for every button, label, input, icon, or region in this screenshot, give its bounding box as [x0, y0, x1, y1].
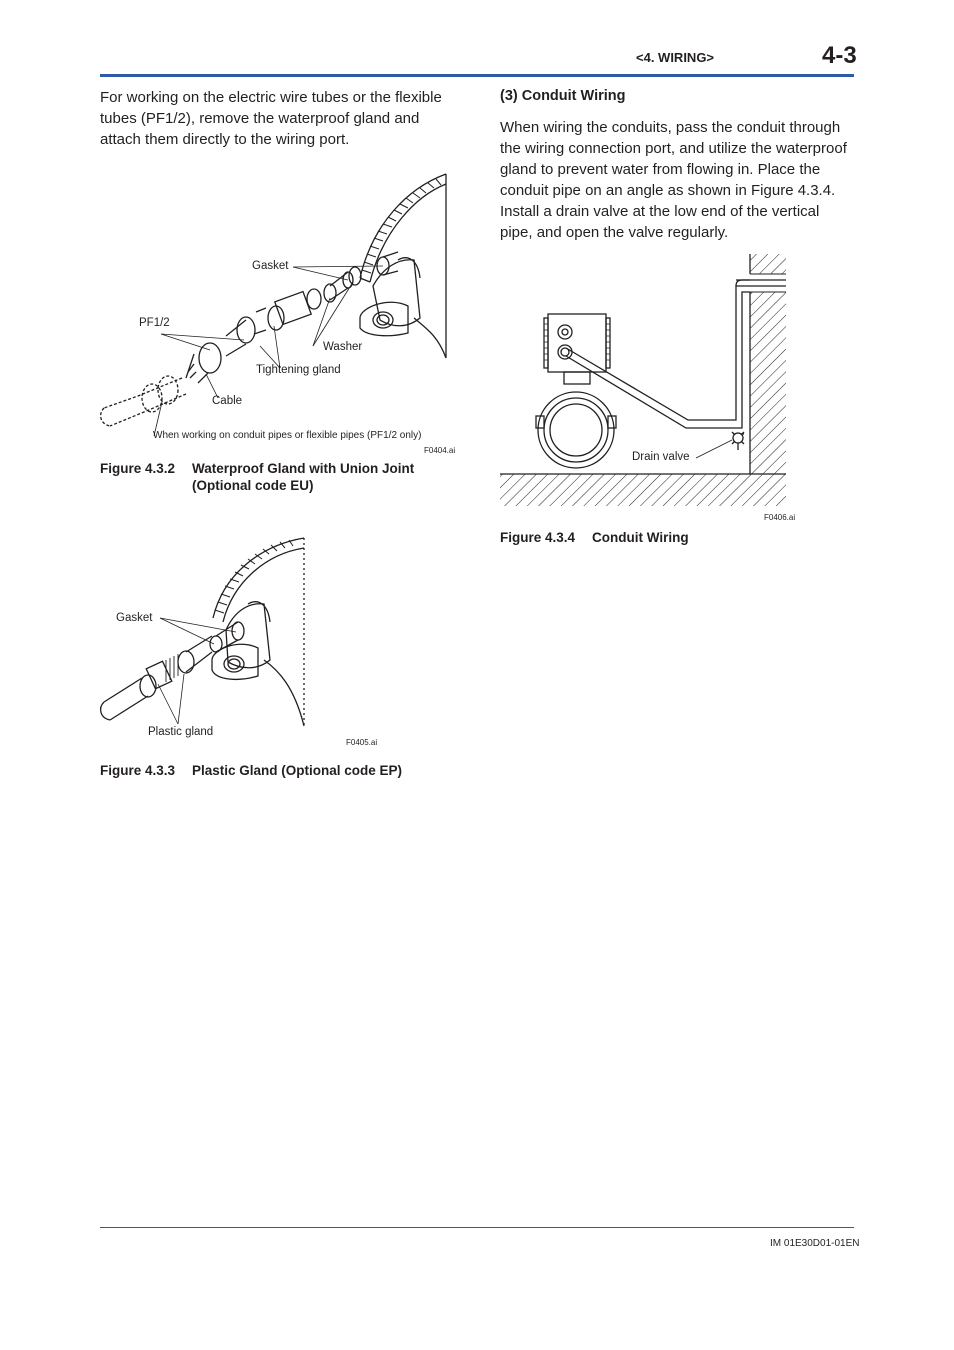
figure-4-3-3-drawing [98, 536, 308, 736]
document-id: IM 01E30D01-01EN [770, 1238, 860, 1249]
caption-figure-4-3-4 [500, 529, 850, 546]
label-gasket-4-3-3: Gasket [116, 612, 153, 624]
intro-paragraph: For working on the electric wire tubes or the flexible tubes (PF1/2), remove the waterproof gland and attach them directly to the wiring port. [100, 89, 442, 148]
conduit-wiring-heading: (3) Conduit Wiring [500, 88, 626, 104]
label-washer: Washer [323, 341, 363, 353]
file-code-f0406: F0406.ai [764, 513, 796, 522]
file-code-f0405: F0405.ai [346, 738, 378, 747]
caption-title-line1: Waterproof Gland with Union Joint [192, 461, 415, 476]
caption-title: Plastic Gland (Optional code EP) [192, 763, 403, 778]
label-drain-valve: Drain valve [632, 451, 690, 463]
caption-figure-4-3-2 [100, 460, 460, 494]
conduit-wiring-paragraph: When wiring the conduits, pass the conduit through the wiring connection port, and utilize the waterproof gland to prevent water from flowing in. Place the conduit pipe on an angle as shown in Figure 4.3.4. Install a drain valve at the low end of the vertical pipe, and open the valve regularly. [500, 119, 847, 241]
label-pf: PF1/2 [139, 317, 170, 329]
caption-number: Figure 4.3.2 [100, 461, 176, 476]
page-number: 4-3 [822, 42, 857, 69]
label-cable: Cable [212, 395, 243, 407]
figure-4-3-2-drawing [98, 168, 458, 458]
label-conduit-note: When working on conduit pipes or flexible pipes (PF1/2 only) [153, 430, 422, 441]
label-tightening-gland: Tightening gland [256, 364, 341, 376]
footer-rule [100, 1227, 854, 1228]
label-gasket-4-3-2: Gasket [252, 260, 289, 272]
figure-4-3-4-drawing [498, 252, 788, 508]
header-rule [100, 74, 854, 77]
caption-title: Conduit Wiring [592, 530, 689, 545]
caption-figure-4-3-3 [100, 762, 460, 779]
label-plastic-gland: Plastic gland [148, 726, 214, 738]
file-code-f0404: F0404.ai [424, 446, 456, 455]
caption-number: Figure 4.3.4 [500, 530, 576, 545]
section-label: <4. WIRING> [636, 50, 715, 65]
caption-number: Figure 4.3.3 [100, 763, 176, 778]
caption-title-line2: (Optional code EU) [192, 478, 314, 493]
